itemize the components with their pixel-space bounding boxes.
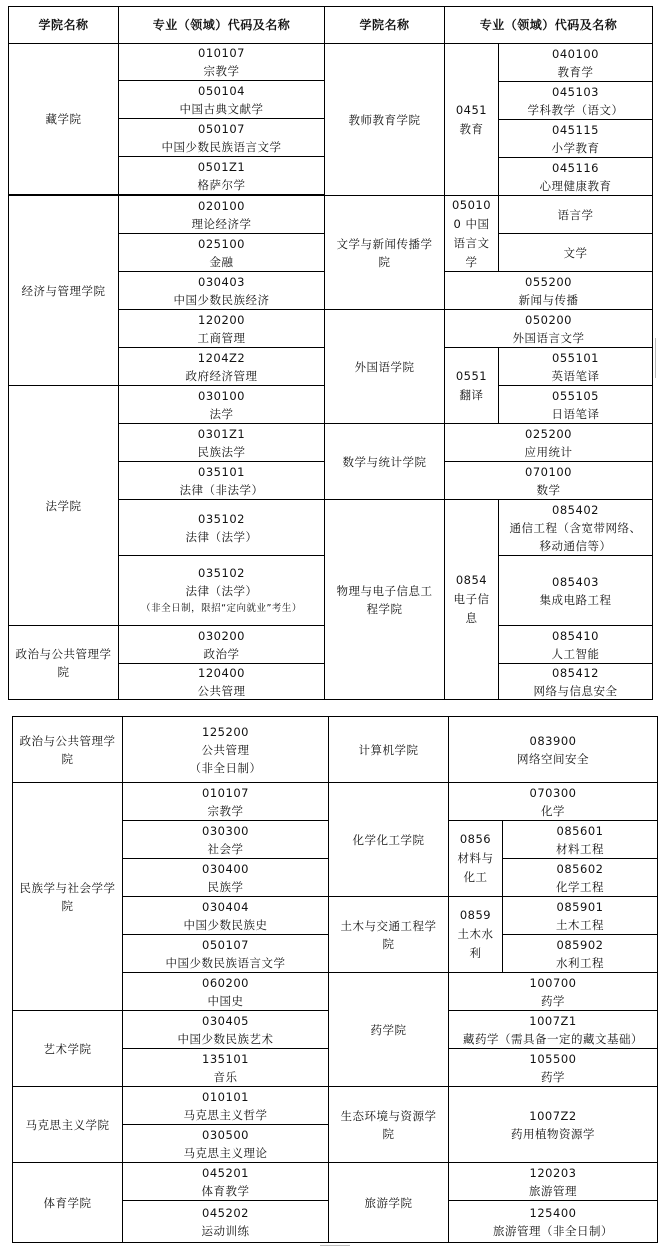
major-code: 070100 — [525, 464, 572, 479]
major-name: 中国少数民族语言文学 — [165, 955, 286, 970]
major-group-cell — [444, 499, 499, 700]
college-name: 土木与交通工程学院 — [340, 918, 437, 951]
major-name: 中国古典文献学 — [179, 101, 264, 116]
major-note: （非全日制，限招“定向就业”考生） — [141, 602, 302, 614]
major-cell — [118, 423, 325, 462]
header-text: 学院名称 — [359, 18, 410, 32]
major-name: 教育学 — [557, 64, 594, 79]
major-name: 应用统计 — [524, 444, 573, 459]
major-name: 中国少数民族艺术 — [177, 1031, 274, 1046]
major-name: 文学 — [563, 245, 588, 260]
group-name: 0551 翻译 — [455, 368, 488, 402]
college-name: 马克思主义学院 — [25, 1117, 110, 1132]
major-name: 民族法学 — [197, 444, 246, 459]
major-code: 1007Z2 — [529, 1108, 577, 1123]
major-cell — [118, 499, 325, 556]
scan-artifact-line — [655, 338, 656, 378]
major-cell — [122, 716, 329, 783]
major-code: 040100 — [552, 46, 599, 61]
major-cell — [122, 1162, 329, 1201]
major-cell — [122, 1200, 329, 1243]
major-cell — [122, 972, 329, 1011]
major-code: 0301Z1 — [197, 426, 246, 441]
major-name: 马克思主义理论 — [183, 1145, 268, 1160]
major-code: 045115 — [552, 122, 599, 137]
major-code: 055105 — [552, 388, 599, 403]
group-name: 0451 教育 — [455, 102, 488, 136]
major-cell — [118, 461, 325, 500]
major-name: 语言学 — [557, 207, 594, 222]
major-name: 人工智能 — [551, 646, 600, 661]
majors-table-2 — [12, 716, 657, 1242]
college-cell — [12, 1086, 123, 1163]
major-name: 集成电路工程 — [539, 592, 612, 607]
major-code: 085902 — [556, 937, 604, 952]
major-cell — [118, 625, 325, 664]
major-code: 083900 — [529, 733, 577, 748]
major-name: 藏药学（需具备一定的藏文基础） — [463, 1031, 643, 1046]
major-cell — [122, 1086, 329, 1125]
major-code: 1204Z2 — [197, 350, 246, 365]
group-name: 0859 土木水利 — [457, 908, 494, 960]
major-code: 030500 — [202, 1127, 249, 1142]
major-cell — [122, 858, 329, 897]
major-code: 125400 — [529, 1205, 577, 1220]
major-cell — [118, 555, 325, 626]
major-code: 120200 — [198, 312, 245, 327]
major-code: 010107 — [198, 46, 245, 60]
major-name: 政府经济管理 — [185, 368, 258, 383]
header-major — [118, 6, 325, 44]
college-name: 教师教育学院 — [348, 112, 421, 127]
major-cell — [118, 80, 325, 119]
major-code: 050104 — [198, 83, 245, 98]
major-name: 宗教学 — [207, 803, 244, 818]
major-name: 新闻与传播 — [518, 292, 579, 307]
major-cell — [444, 309, 653, 348]
major-code: 060200 — [202, 975, 249, 990]
major-code: 030405 — [202, 1013, 249, 1028]
major-name: 中国史 — [207, 993, 244, 1008]
major-cell — [118, 195, 325, 234]
major-code: 030400 — [202, 861, 249, 876]
major-cell — [122, 934, 329, 973]
major-name: 公共管理 — [197, 683, 246, 698]
major-code: 050107 — [198, 121, 245, 136]
major-cell — [444, 423, 653, 462]
major-cell — [448, 1048, 658, 1087]
major-name: 日语笔译 — [551, 406, 600, 421]
college-name: 经济与管理学院 — [21, 283, 106, 298]
major-note: （非全日制） — [189, 760, 262, 775]
college-cell — [328, 1086, 449, 1163]
major-name: 法律（法学） — [185, 529, 258, 544]
major-name: 移动通信等） — [539, 538, 612, 553]
college-cell — [12, 1010, 123, 1087]
college-name: 民族学与社会学学院 — [19, 880, 116, 913]
major-cell — [498, 81, 653, 120]
major-name: 药学 — [541, 1069, 565, 1084]
major-code: 120203 — [529, 1165, 577, 1180]
major-name: 通信工程（含宽带网络、 — [509, 520, 642, 535]
major-code: 010107 — [202, 785, 249, 800]
major-group-cell — [444, 195, 499, 272]
major-cell — [122, 1124, 329, 1163]
college-cell — [328, 716, 449, 783]
major-name: 理论经济学 — [191, 216, 252, 231]
major-cell — [118, 271, 325, 310]
major-name: 旅游管理 — [529, 1183, 577, 1198]
major-cell — [118, 663, 325, 700]
major-code: 085602 — [556, 861, 604, 876]
major-cell — [448, 782, 658, 821]
major-group-cell — [448, 896, 503, 973]
major-cell — [118, 309, 325, 348]
major-code: 0501Z1 — [197, 159, 246, 174]
major-name: 法律（非法学） — [179, 482, 264, 497]
major-name: 法律（法学） — [185, 583, 258, 598]
college-cell — [324, 195, 445, 310]
major-cell — [122, 1010, 329, 1049]
major-cell — [498, 347, 653, 386]
major-cell — [448, 716, 658, 783]
major-cell — [448, 1086, 658, 1163]
major-name: 水利工程 — [556, 955, 604, 970]
college-cell — [8, 625, 119, 700]
major-code: 020100 — [198, 198, 245, 213]
major-code: 025200 — [525, 426, 572, 441]
major-cell — [122, 782, 329, 821]
majors-table-1 — [8, 6, 652, 699]
major-cell — [122, 1048, 329, 1087]
major-cell — [444, 271, 653, 310]
major-code: 085403 — [552, 574, 599, 589]
major-name: 土木工程 — [556, 917, 604, 932]
major-cell — [448, 972, 658, 1011]
college-name: 文学与新闻传播学院 — [336, 236, 433, 269]
major-code: 010101 — [202, 1089, 249, 1104]
college-name: 生态环境与资源学院 — [340, 1108, 437, 1141]
college-name: 艺术学院 — [43, 1041, 92, 1056]
major-code: 055200 — [525, 274, 572, 289]
major-cell — [118, 233, 325, 272]
scan-artifact-line — [320, 1245, 350, 1246]
major-cell — [498, 625, 653, 664]
major-code: 070300 — [529, 785, 577, 800]
college-name: 物理与电子信息工程学院 — [336, 583, 433, 616]
group-name: 0856 材料与化工 — [457, 832, 494, 884]
major-name: 马克思主义哲学 — [183, 1107, 268, 1122]
major-name: 旅游管理（非全日制） — [493, 1223, 613, 1238]
major-name: 学科教学（语文） — [527, 102, 624, 117]
major-name: 网络空间安全 — [517, 751, 589, 766]
major-name: 政治学 — [203, 646, 240, 661]
major-cell — [118, 385, 325, 424]
major-code: 135101 — [202, 1051, 249, 1066]
college-cell — [8, 43, 119, 195]
major-name: 公共管理 — [201, 742, 250, 757]
major-group-cell — [444, 43, 499, 196]
major-name: 英语笔译 — [551, 368, 600, 383]
group-name: 050100 中国语言文学 — [451, 197, 492, 269]
major-name: 社会学 — [207, 841, 244, 856]
major-name: 中国少数民族史 — [183, 917, 268, 932]
major-name: 宗教学 — [203, 64, 240, 78]
major-cell — [502, 858, 658, 897]
college-name: 数学与统计学院 — [342, 454, 427, 469]
college-name: 政治与公共管理学院 — [15, 646, 112, 679]
major-name: 网络与信息安全 — [533, 683, 618, 698]
major-cell — [498, 233, 653, 272]
major-code: 125200 — [202, 724, 249, 739]
major-cell — [498, 43, 653, 82]
major-cell — [502, 896, 658, 935]
major-code: 045202 — [202, 1205, 249, 1220]
major-code: 085601 — [556, 823, 604, 838]
major-name: 工商管理 — [197, 330, 246, 345]
major-name: 化学工程 — [556, 879, 604, 894]
major-name: 体育教学 — [201, 1183, 250, 1198]
college-name: 体育学院 — [43, 1195, 92, 1210]
major-cell — [122, 820, 329, 859]
major-name: 运动训练 — [201, 1223, 250, 1238]
major-code: 120400 — [198, 665, 245, 680]
header-text: 专业（领域）代码及名称 — [152, 18, 291, 32]
major-name: 中国少数民族经济 — [173, 292, 270, 307]
major-cell — [498, 157, 653, 196]
major-cell — [498, 195, 653, 234]
major-name: 外国语言文学 — [512, 330, 585, 345]
group-name: 0854 电子信息 — [453, 573, 490, 625]
college-cell — [8, 195, 119, 386]
major-cell — [118, 43, 325, 81]
major-name: 民族学 — [207, 879, 244, 894]
major-cell — [498, 499, 653, 556]
major-cell — [448, 1010, 658, 1049]
major-name: 化学 — [541, 803, 565, 818]
major-code: 050107 — [202, 937, 249, 952]
college-name: 外国语学院 — [354, 359, 415, 374]
major-code: 050200 — [525, 312, 572, 327]
major-cell — [498, 385, 653, 424]
major-name: 小学教育 — [551, 140, 600, 155]
major-code: 035101 — [198, 464, 245, 479]
college-cell — [328, 896, 449, 973]
major-cell — [502, 934, 658, 973]
major-name: 中国少数民族语言文学 — [161, 139, 282, 154]
major-group-cell — [444, 347, 499, 424]
college-name: 法学院 — [45, 498, 82, 513]
college-name: 化学化工学院 — [352, 832, 425, 847]
major-cell — [118, 347, 325, 386]
college-name: 旅游学院 — [364, 1195, 413, 1210]
college-name: 政治与公共管理学院 — [19, 733, 116, 766]
header-college — [324, 6, 445, 44]
major-code: 045201 — [202, 1165, 249, 1180]
major-cell — [502, 820, 658, 859]
major-name: 数学 — [536, 482, 561, 497]
major-code: 105500 — [529, 1051, 577, 1066]
major-code: 045116 — [552, 160, 599, 175]
college-cell — [8, 385, 119, 626]
major-code: 055101 — [552, 350, 599, 365]
college-cell — [328, 782, 449, 897]
major-code: 045103 — [552, 84, 599, 99]
major-name: 药用植物资源学 — [511, 1126, 595, 1141]
college-cell — [324, 43, 445, 196]
college-name: 藏学院 — [45, 112, 82, 126]
major-code: 030404 — [202, 899, 249, 914]
college-cell — [328, 972, 449, 1087]
header-text: 专业（领域）代码及名称 — [479, 18, 618, 32]
major-code: 025100 — [198, 236, 245, 251]
college-cell — [324, 309, 445, 424]
college-cell — [324, 423, 445, 500]
major-cell — [498, 663, 653, 700]
major-cell — [448, 1162, 658, 1201]
header-major — [444, 6, 653, 44]
major-name: 药学 — [541, 993, 565, 1008]
major-cell — [122, 896, 329, 935]
major-code: 035102 — [198, 511, 245, 526]
major-cell — [448, 1200, 658, 1243]
major-code: 085402 — [552, 502, 599, 517]
major-cell — [498, 119, 653, 158]
major-name: 金融 — [209, 254, 234, 269]
college-cell — [12, 782, 123, 1011]
major-code: 100700 — [529, 975, 577, 990]
major-code: 030100 — [198, 388, 245, 403]
major-group-cell — [448, 820, 503, 897]
major-code: 085412 — [552, 665, 599, 680]
major-cell — [118, 156, 325, 195]
college-cell — [12, 716, 123, 783]
major-code: 030403 — [198, 274, 245, 289]
major-code: 085410 — [552, 628, 599, 643]
major-name: 法学 — [209, 406, 234, 421]
major-cell — [444, 461, 653, 500]
major-cell — [118, 118, 325, 157]
major-cell — [498, 555, 653, 626]
college-cell — [12, 1162, 123, 1243]
major-code: 085901 — [556, 899, 604, 914]
header-college — [8, 6, 119, 44]
major-name: 格萨尔学 — [197, 177, 246, 192]
major-code: 1007Z1 — [529, 1013, 577, 1028]
major-code: 030200 — [198, 628, 245, 643]
major-name: 音乐 — [213, 1069, 238, 1084]
college-cell — [324, 499, 445, 700]
header-text: 学院名称 — [38, 18, 89, 32]
college-cell — [328, 1162, 449, 1243]
college-name: 药学院 — [370, 1022, 407, 1037]
major-name: 心理健康教育 — [539, 178, 612, 193]
major-name: 材料工程 — [556, 841, 604, 856]
major-code: 035102 — [198, 565, 245, 580]
major-code: 030300 — [202, 823, 249, 838]
college-name: 计算机学院 — [358, 742, 419, 757]
